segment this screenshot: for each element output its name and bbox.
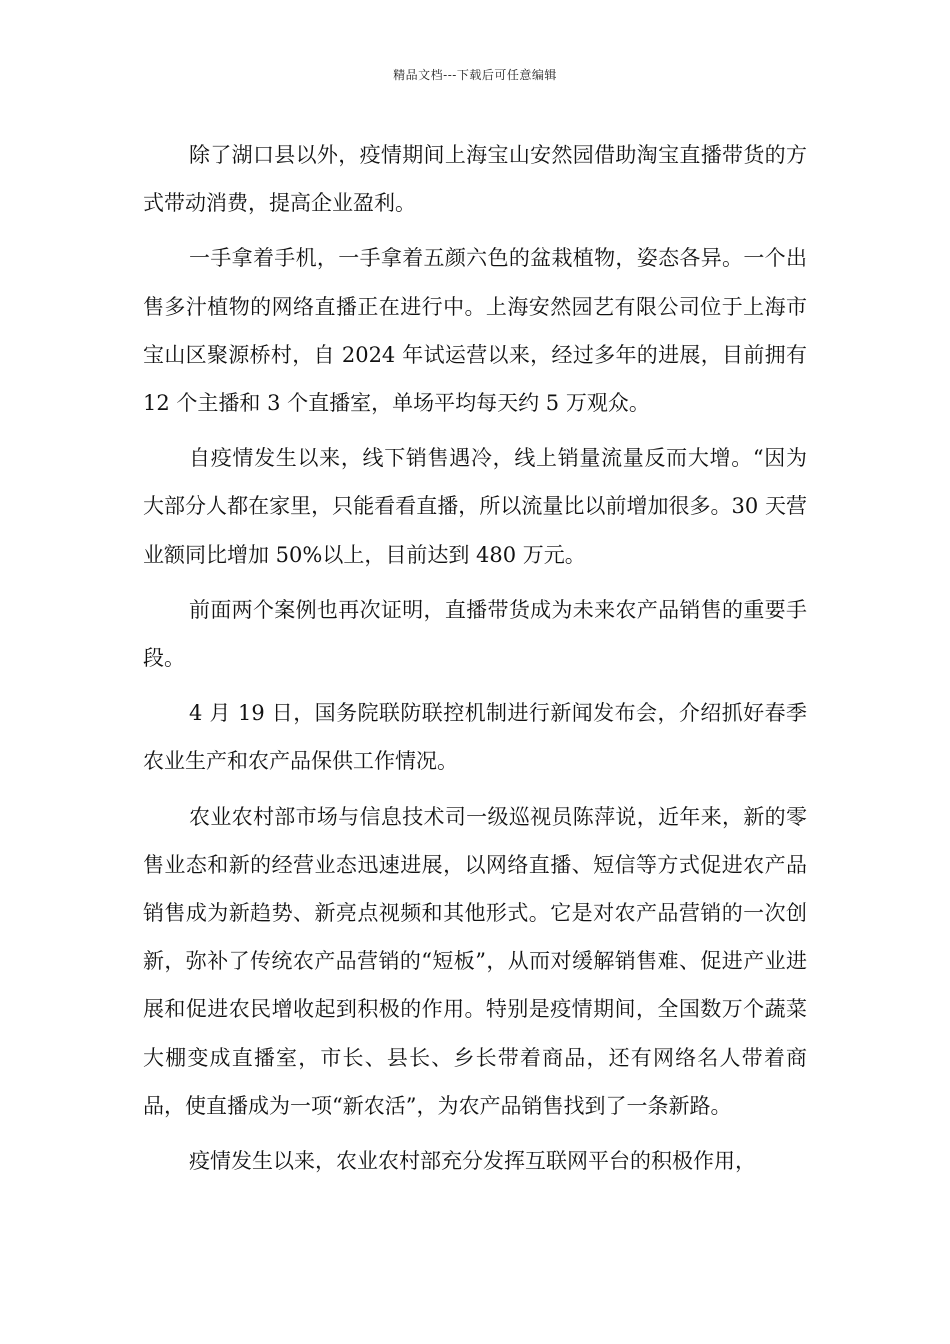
paragraph: 除了湖口县以外，疫情期间上海宝山安然园借助淘宝直播带货的方式带动消费，提高企业盈利。 bbox=[143, 143, 807, 216]
paragraph: 自疫情发生以来，线下销售遇冷，线上销量流量反而大增。“因为大部分人都在家里，只能看看直播，所以流量比以前增加很多。30 天营业额同比增加 50%以上，目前达到 480 万元。 bbox=[143, 446, 807, 567]
page-header: 精品文档---下载后可任意编辑 bbox=[393, 68, 557, 82]
paragraph: 一手拿着手机，一手拿着五颜六色的盆栽植物，姿态各异。一个出售多汁植物的网络直播正在进行中。上海安然园艺有限公司位于上海市宝山区聚源桥村，自 2024 年试运营以来，经过多年的进展，目前拥有 12 个主播和 3 个直播室，单场平均每天约 5 万观众。 bbox=[143, 246, 807, 416]
paragraph: 4 月 19 日，国务院联防联控机制进行新闻发布会，介绍抓好春季农业生产和农产品保供工作情况。 bbox=[143, 701, 807, 774]
paragraph: 农业农村部市场与信息技术司一级巡视员陈萍说，近年来，新的零售业态和新的经营业态迅速进展，以网络直播、短信等方式促进农产品销售成为新趋势、新亮点视频和其他形式。它是对农产品营销的一次创新，弥补了传统农产品营销的“短板”，从而对缓解销售难、促进产业进展和促进农民增收起到积极的作用。特别是疫情期间，全国数万个蔬菜大棚变成直播室，市长、县长、乡长带着商品，还有网络名人带着商品，使直播成为一项“新农活”，为农产品销售找到了一条新路。 bbox=[143, 804, 807, 1118]
paragraph: 疫情发生以来，农业农村部充分发挥互联网平台的积极作用， bbox=[189, 1149, 756, 1174]
document-body bbox=[143, 131, 807, 1192]
paragraph: 前面两个案例也再次证明，直播带货成为未来农产品销售的重要手段。 bbox=[143, 597, 807, 671]
